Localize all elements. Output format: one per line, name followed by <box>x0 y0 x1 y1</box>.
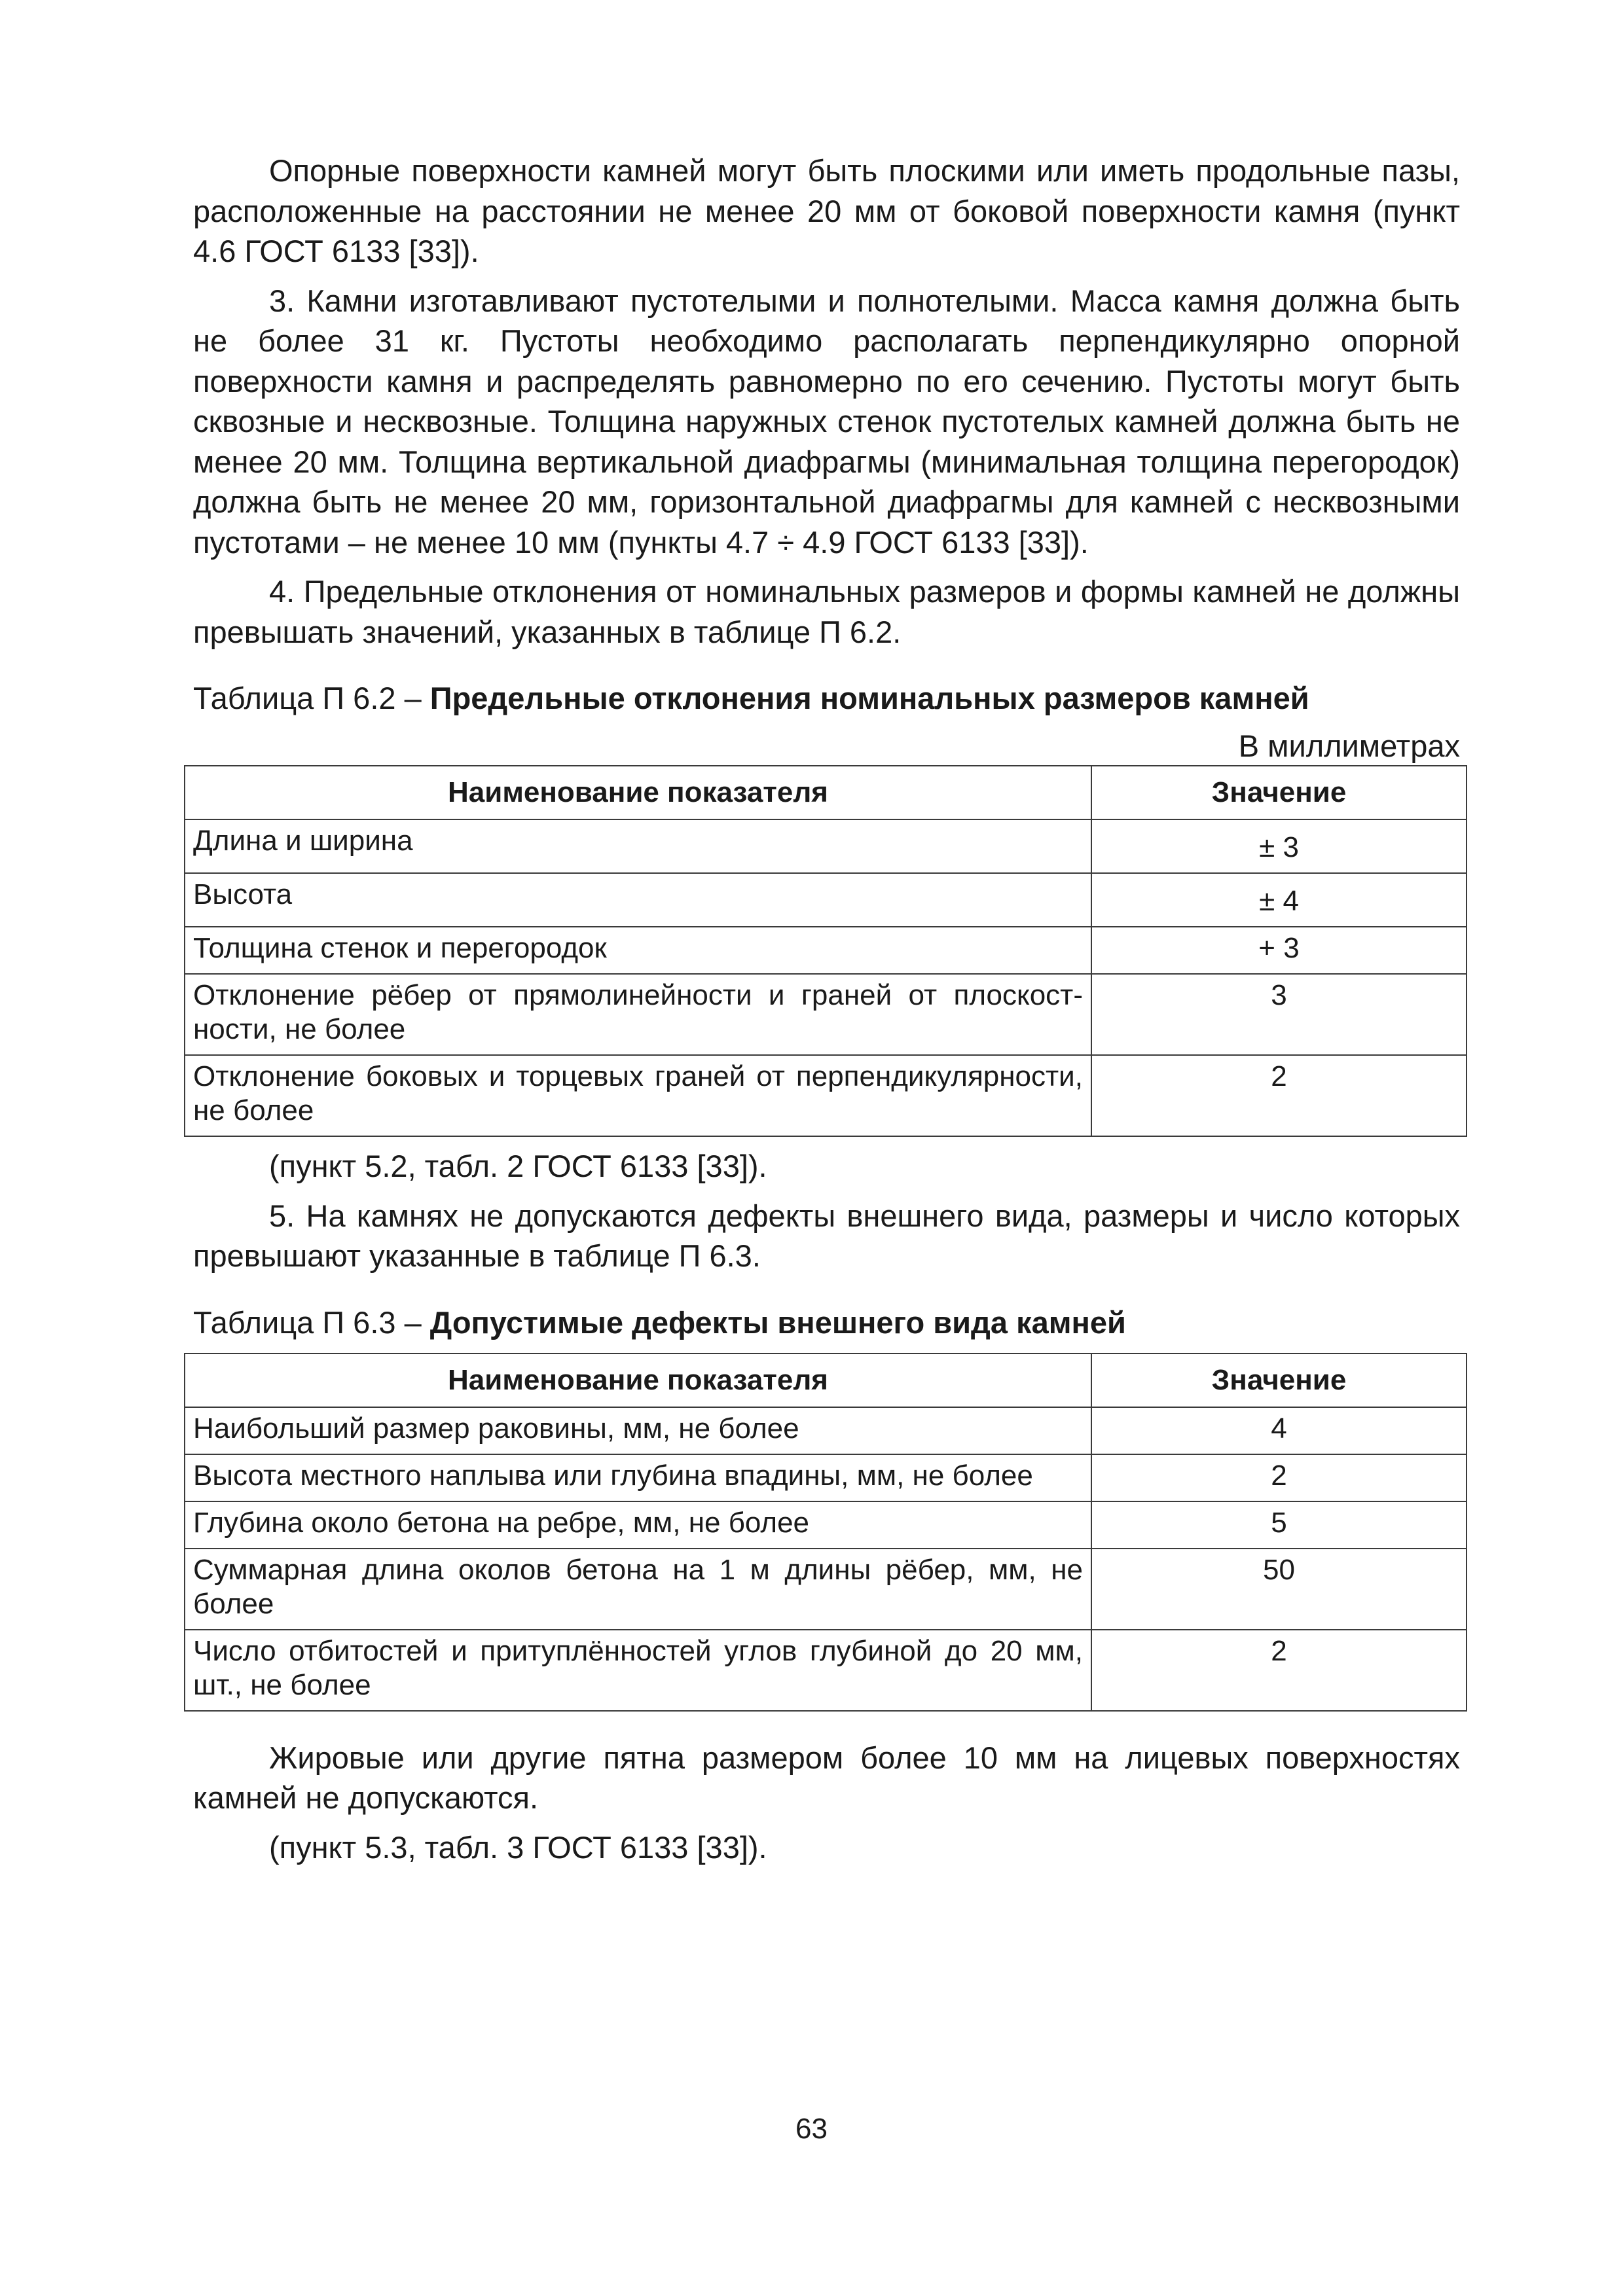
row-name: Отклонение рёбер от прямолинейности и граней от плоскостности, не более <box>185 974 1091 1055</box>
paragraph-source-ref-1: (пункт 5.2, табл. 2 ГОСТ 6133 [33]). <box>269 1149 767 1183</box>
row-name: Высота <box>185 873 1091 927</box>
caption-prefix: Таблица П 6.3 – <box>193 1304 430 1340</box>
paragraph-item-3: 3. Камни изготавливают пустотелыми и полнотелыми. Масса камня должна быть не более 31 кг. Пустоты необходимо располагать перпендикулярно опорной поверхности камня и распределять равномерно по его сечению. Пустоты могут быть сквозные и несквозные. Толщина наружных стенок пустотелых камней должна быть не менее 20 мм. Толщина вертикальной диафрагмы (минимальная толщина перегородок) должна быть не менее 20 мм, горизонтальной диафрагмы для камней с несквозными пустотами – не менее 10 мм (пункты 4.7 ÷ 4.9 ГОСТ 6133 [33]). <box>193 283 1460 560</box>
row-value: 5 <box>1091 1501 1467 1549</box>
table-header-row <box>185 766 1467 819</box>
caption-prefix: Таблица П 6.2 – <box>193 681 430 715</box>
row-value: 3 <box>1091 974 1467 1055</box>
row-value: 50 <box>1091 1549 1467 1630</box>
caption-title: Допустимые дефекты внешнего вида камней <box>429 1304 1126 1340</box>
column-header-name: Наименование показателя <box>185 766 1091 819</box>
row-name: Высота местного наплыва или глубина впадины, мм, не более <box>185 1454 1091 1501</box>
row-value: 2 <box>1091 1454 1467 1501</box>
column-header-value: Значение <box>1091 1354 1467 1407</box>
row-value: 2 <box>1091 1055 1467 1136</box>
paragraph-item-4: 4. Предельные отклонения от номинальных размеров и формы камней не должны превышать значений, указанных в таблице П 6.2. <box>193 574 1460 649</box>
row-name: Число отбитостей и притуплённостей углов глубиной до 20 мм, шт., не более <box>185 1630 1091 1711</box>
row-value: ± 4 <box>1091 873 1467 927</box>
row-value: 2 <box>1091 1630 1467 1711</box>
table-row <box>185 1549 1467 1630</box>
table-row <box>185 1055 1467 1136</box>
row-name: Толщина стенок и перегородок <box>185 927 1091 974</box>
row-name: Длина и ширина <box>185 819 1091 873</box>
table-row <box>185 873 1467 927</box>
column-header-name: Наименование показателя <box>185 1354 1091 1407</box>
row-name: Отклонение боковых и торцевых граней от перпендикулярности, не более <box>185 1055 1091 1136</box>
caption-title: Предельные отклонения номинальных размеров камней <box>429 681 1309 715</box>
paragraph-stains: Жировые или другие пятна размером более 10 мм на лицевых поверхностях камней не допускаются. <box>193 1740 1460 1815</box>
row-value: + 3 <box>1091 927 1467 974</box>
table-p6-2 <box>184 765 1467 1137</box>
table-row <box>185 1454 1467 1501</box>
table-caption-p6-3 <box>193 1302 1460 1342</box>
table-units: В миллиметрах <box>1238 728 1460 763</box>
table-row <box>185 1407 1467 1454</box>
table-row <box>185 819 1467 873</box>
table-caption-p6-2 <box>193 678 1460 718</box>
row-value: 4 <box>1091 1407 1467 1454</box>
table-row <box>185 1630 1467 1711</box>
column-header-value: Значение <box>1091 766 1467 819</box>
row-value: ± 3 <box>1091 819 1467 873</box>
page-number: 63 <box>795 2113 828 2145</box>
table-p6-3 <box>184 1353 1467 1712</box>
page-content <box>193 151 1460 1867</box>
table-header-row <box>185 1354 1467 1407</box>
row-name: Глубина около бетона на ребре, мм, не более <box>185 1501 1091 1549</box>
paragraph-source-ref-2: (пункт 5.3, табл. 3 ГОСТ 6133 [33]). <box>269 1829 767 1865</box>
table-row <box>185 1501 1467 1549</box>
paragraph-item-5: 5. На камнях не допускаются дефекты внешнего вида, размеры и число которых превышают указанные в таблице П 6.3. <box>193 1198 1460 1273</box>
row-name: Суммарная длина околов бетона на 1 м длины рёбер, мм, не более <box>185 1549 1091 1630</box>
row-name: Наибольший размер раковины, мм, не более <box>185 1407 1091 1454</box>
table-row <box>185 974 1467 1055</box>
table-row <box>185 927 1467 974</box>
paragraph-support-surfaces: Опорные поверхности камней могут быть плоскими или иметь продольные пазы, расположенные на расстоянии не менее 20 мм от боковой поверхности камня (пункт 4.6 ГОСТ 6133 [33]). <box>193 153 1460 268</box>
